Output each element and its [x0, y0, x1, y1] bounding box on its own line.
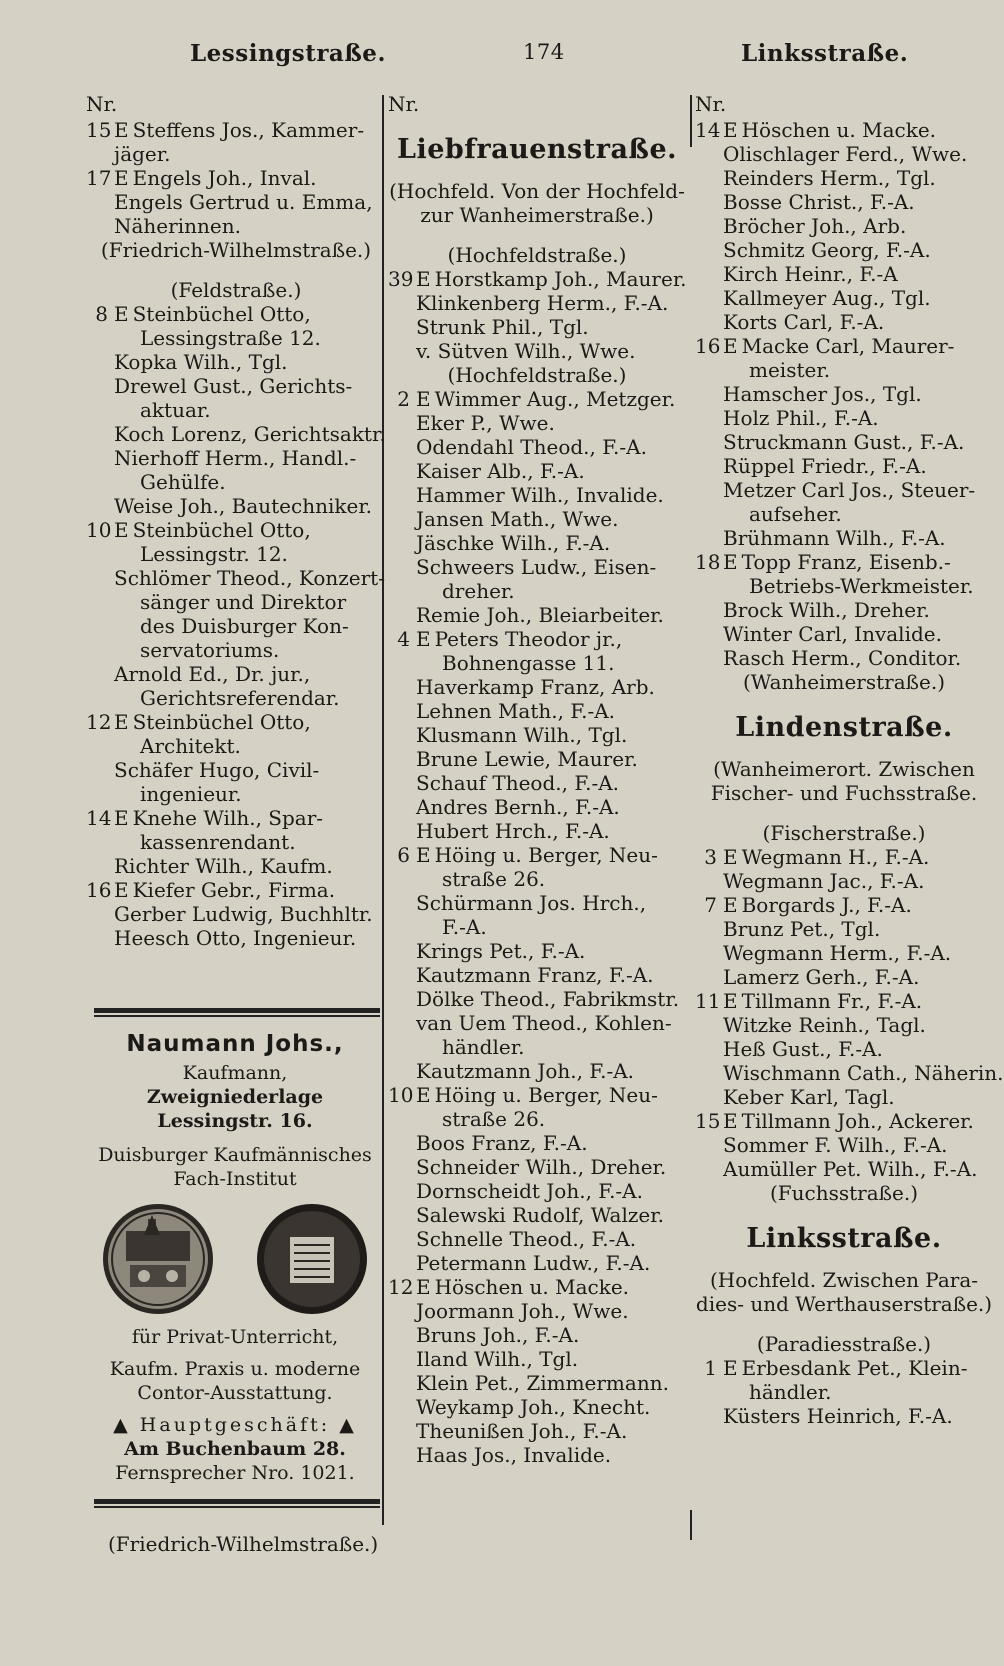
owner-marker: E	[114, 518, 129, 542]
resident-name: Knehe Wilh., Spar-	[132, 806, 324, 830]
owner-marker: E	[723, 989, 738, 1013]
owner-marker: E	[416, 1083, 431, 1107]
resident-name: Horstkamp Joh., Maurer.	[434, 267, 687, 291]
resident-entry: Bröcher Joh., Arb.	[723, 214, 907, 238]
house-entry	[388, 1275, 686, 1299]
resident-entry: Kallmeyer Aug., Tgl.	[723, 286, 931, 310]
resident-name: Wegmann H., F.-A.	[741, 845, 930, 869]
resident-entry: Schlömer Theod., Konzert-	[114, 566, 385, 590]
street-note: (Hochfeld. Von der Hochfeld-	[389, 179, 685, 203]
ad-role: Kaufmann,	[182, 1062, 288, 1084]
house-number: 1	[704, 1356, 717, 1380]
resident-entry: Brune Lewie, Maurer.	[416, 747, 638, 771]
ad-bottom-rule-thin	[94, 1506, 380, 1508]
resident-entry: Andres Bernh., F.-A.	[416, 795, 620, 819]
house-number: 12	[388, 1275, 414, 1299]
house-entry	[695, 1109, 993, 1133]
column-3	[695, 92, 1004, 1428]
resident-entry: Winter Carl, Invalide.	[723, 622, 942, 646]
owner-marker: E	[114, 118, 129, 142]
resident-entry-continuation: Betriebs-Werkmeister.	[749, 574, 974, 598]
owner-marker: E	[416, 267, 431, 291]
house-entry	[86, 166, 386, 190]
house-number: 15	[86, 118, 112, 142]
resident-name: Steffens Jos., Kammer-	[132, 118, 365, 142]
resident-entry: Bosse Christ., F.-A.	[723, 190, 915, 214]
resident-entry: Haverkamp Franz, Arb.	[416, 675, 655, 699]
ad-line-headquarters: ▲ Hauptgeschäft: ▲	[113, 1414, 357, 1436]
house-entry	[388, 1083, 686, 1107]
resident-entry: Korts Carl, F.-A.	[723, 310, 885, 334]
resident-entry: v. Sütven Wilh., Wwe.	[416, 339, 636, 363]
house-number: 17	[86, 166, 112, 190]
house-number: 39	[388, 267, 414, 291]
spacer	[86, 262, 386, 278]
column-header-nr: Nr.	[695, 92, 727, 116]
owner-marker: E	[416, 1275, 431, 1299]
header-right-street: Linksstraße.	[741, 40, 909, 67]
street-note: (Friedrich-Wilhelmstraße.)	[100, 238, 372, 262]
resident-entry: Bruns Joh., F.-A.	[416, 1323, 580, 1347]
resident-name: Tillmann Joh., Ackerer.	[741, 1109, 974, 1133]
resident-name: Steinbüchel Otto,	[132, 518, 311, 542]
owner-marker: E	[114, 710, 129, 734]
ad-institute-line2: Fach-Institut	[173, 1168, 297, 1190]
resident-entry: Petermann Ludw., F.-A.	[416, 1251, 651, 1275]
house-entry	[695, 334, 993, 358]
resident-entry: Brunz Pet., Tgl.	[723, 917, 881, 941]
resident-entry: Schürmann Jos. Hrch.,	[416, 891, 647, 915]
resident-entry: Holz Phil., F.-A.	[723, 406, 879, 430]
resident-entry: Haas Jos., Invalide.	[416, 1443, 612, 1467]
house-number: 16	[695, 334, 721, 358]
street-note: (Hochfeldstraße.)	[447, 243, 627, 267]
column-2	[388, 92, 686, 1467]
resident-entry: Boos Franz, F.-A.	[416, 1131, 588, 1155]
resident-entry: Reinders Herm., Tgl.	[723, 166, 936, 190]
resident-entry: Nierhoff Herm., Handl.-	[114, 446, 357, 470]
resident-name: Steinbüchel Otto,	[132, 302, 311, 326]
resident-name: Erbesdank Pet., Klein-	[741, 1356, 968, 1380]
resident-name: Topp Franz, Eisenb.-	[741, 550, 951, 574]
resident-entry: Dölke Theod., Fabrikmstr.	[416, 987, 680, 1011]
resident-entry: Arnold Ed., Dr. jur.,	[114, 662, 311, 686]
street-note: (Feldstraße.)	[170, 278, 302, 302]
house-number: 12	[86, 710, 112, 734]
resident-entry-continuation: straße 26.	[442, 867, 546, 891]
house-number: 6	[397, 843, 410, 867]
resident-entry: Struckmann Gust., F.-A.	[723, 430, 965, 454]
resident-name: Kiefer Gebr., Firma.	[132, 878, 336, 902]
owner-marker: E	[723, 118, 738, 142]
ad-bottom-rule	[94, 1499, 380, 1504]
resident-entry-continuation: Bohnengasse 11.	[442, 651, 615, 675]
ad-branch: Zweigniederlage Lessingstr. 16.	[146, 1086, 324, 1132]
resident-entry: Kautzmann Joh., F.-A.	[416, 1059, 635, 1083]
owner-marker: E	[114, 166, 129, 190]
medal-city-icon	[100, 1201, 216, 1317]
resident-entry: Wischmann Cath., Näherin.	[723, 1061, 1004, 1085]
owner-marker: E	[723, 334, 738, 358]
house-number: 14	[86, 806, 112, 830]
street-note: zur Wanheimerstraße.)	[420, 203, 654, 227]
house-number: 11	[695, 989, 721, 1013]
house-entry	[388, 267, 686, 291]
resident-name: Höschen u. Macke.	[434, 1275, 630, 1299]
resident-entry: Weise Joh., Bautechniker.	[114, 494, 373, 518]
resident-entry: Kautzmann Franz, F.-A.	[416, 963, 654, 987]
resident-name: Macke Carl, Maurer-	[741, 334, 955, 358]
house-number: 18	[695, 550, 721, 574]
column-1-footer-street: (Friedrich-Wilhelmstraße.)	[108, 1532, 379, 1556]
resident-entry: Schweers Ludw., Eisen-	[416, 555, 657, 579]
spacer	[695, 805, 993, 821]
resident-entry-continuation: straße 26.	[442, 1107, 546, 1131]
resident-entry-continuation: Gerichtsreferendar.	[140, 686, 340, 710]
resident-entry: Schmitz Georg, F.-A.	[723, 238, 931, 262]
resident-entry: Olischlager Ferd., Wwe.	[723, 142, 968, 166]
resident-entry-continuation: Gehülfe.	[140, 470, 226, 494]
resident-name: Wimmer Aug., Metzger.	[434, 387, 676, 411]
street-note: (Wanheimerstraße.)	[742, 670, 946, 694]
resident-entry: Witzke Reinh., Tagl.	[723, 1013, 926, 1037]
resident-entry: Hamscher Jos., Tgl.	[723, 382, 922, 406]
ad-top-rule-thin	[94, 1015, 380, 1017]
spacer	[695, 1316, 993, 1332]
resident-entry-continuation: Lessingstr. 12.	[140, 542, 288, 566]
resident-entry: Rasch Herm., Conditor.	[723, 646, 962, 670]
resident-entry: Joormann Joh., Wwe.	[416, 1299, 629, 1323]
resident-entry: Lamerz Gerh., F.-A.	[723, 965, 920, 989]
owner-marker: E	[416, 387, 431, 411]
resident-entry-continuation: des Duisburger Kon-	[140, 614, 349, 638]
house-number: 8	[95, 302, 108, 326]
resident-entry: Klein Pet., Zimmermann.	[416, 1371, 669, 1395]
column-header-nr: Nr.	[86, 92, 118, 116]
house-entry	[388, 387, 686, 411]
street-note: Fischer- und Fuchsstraße.	[710, 781, 978, 805]
street-title: Linksstraße.	[746, 1223, 942, 1254]
resident-entry: Heß Gust., F.-A.	[723, 1037, 883, 1061]
resident-name: Engels Joh., Inval.	[132, 166, 317, 190]
resident-entry: Rüppel Friedr., F.-A.	[723, 454, 927, 478]
resident-entry-continuation: ingenieur.	[140, 782, 242, 806]
resident-entry: Drewel Gust., Gerichts-	[114, 374, 353, 398]
street-title: Liebfrauenstraße.	[396, 134, 678, 165]
resident-entry-continuation: kassenrendant.	[140, 830, 296, 854]
house-entry	[86, 806, 386, 830]
resident-entry: Küsters Heinrich, F.-A.	[723, 1404, 953, 1428]
resident-entry: Schäfer Hugo, Civil-	[114, 758, 320, 782]
house-entry	[388, 843, 686, 867]
owner-marker: E	[416, 843, 431, 867]
owner-marker: E	[416, 627, 431, 651]
resident-entry: jäger.	[114, 142, 171, 166]
ad-name: Naumann Johs.,	[126, 1031, 344, 1057]
house-entry	[695, 1356, 993, 1380]
resident-entry: Brühmann Wilh., F.-A.	[723, 526, 946, 550]
resident-entry-continuation: aufseher.	[749, 502, 842, 526]
house-number: 14	[695, 118, 721, 142]
resident-entry: Hammer Wilh., Invalide.	[416, 483, 664, 507]
street-note: dies- und Werthauserstraße.)	[695, 1292, 993, 1316]
resident-entry: Odendahl Theod., F.-A.	[416, 435, 647, 459]
column-divider-right-bottom	[690, 1510, 692, 1540]
owner-marker: E	[723, 1356, 738, 1380]
resident-entry-continuation: aktuar.	[140, 398, 211, 422]
resident-entry: Aumüller Pet. Wilh., F.-A.	[723, 1157, 978, 1181]
column-header-nr: Nr.	[388, 92, 420, 116]
resident-name: Höing u. Berger, Neu-	[434, 843, 658, 867]
street-note: (Fischerstraße.)	[762, 821, 926, 845]
resident-entry: Krings Pet., F.-A.	[416, 939, 586, 963]
house-entry	[695, 550, 993, 574]
resident-entry: Klinkenberg Herm., F.-A.	[416, 291, 669, 315]
resident-entry-continuation: servatoriums.	[140, 638, 280, 662]
resident-entry-continuation: meister.	[749, 358, 831, 382]
resident-entry: Theunißen Joh., F.-A.	[416, 1419, 628, 1443]
house-number: 3	[704, 845, 717, 869]
house-number: 10	[388, 1083, 414, 1107]
house-entry	[86, 878, 386, 902]
resident-entry: Schnelle Theod., F.-A.	[416, 1227, 637, 1251]
ad-line-address: Am Buchenbaum 28.	[124, 1438, 346, 1460]
resident-entry: Lehnen Math., F.-A.	[416, 699, 616, 723]
resident-name: Borgards J., F.-A.	[741, 893, 912, 917]
street-note: (Hochfeldstraße.)	[447, 363, 627, 387]
resident-name: Steinbüchel Otto,	[132, 710, 311, 734]
resident-entry: Iland Wilh., Tgl.	[416, 1347, 579, 1371]
ad-institute-line1: Duisburger Kaufmännisches	[98, 1144, 372, 1166]
house-entry	[695, 845, 993, 869]
house-entry	[695, 893, 993, 917]
resident-entry-continuation: F.-A.	[442, 915, 487, 939]
resident-entry: Brock Wilh., Dreher.	[723, 598, 930, 622]
resident-entry-continuation: Lessingstraße 12.	[140, 326, 321, 350]
column-divider-right-top	[690, 95, 692, 147]
street-note: (Paradiesstraße.)	[756, 1332, 932, 1356]
street-note: (Wanheimerort. Zwischen	[713, 757, 975, 781]
house-number: 7	[704, 893, 717, 917]
resident-entry: Koch Lorenz, Gerichtsaktr.	[114, 422, 386, 446]
house-entry	[695, 118, 993, 142]
resident-entry: Strunk Phil., Tgl.	[416, 315, 589, 339]
resident-name: Tillmann Fr., F.-A.	[741, 989, 923, 1013]
house-number: 10	[86, 518, 112, 542]
resident-entry: Metzer Carl Jos., Steuer-	[723, 478, 976, 502]
owner-marker: E	[114, 878, 129, 902]
house-number: 4	[397, 627, 410, 651]
resident-name: Höschen u. Macke.	[741, 118, 937, 142]
resident-entry: Näherinnen.	[114, 214, 241, 238]
resident-entry: Klusmann Wilh., Tgl.	[416, 723, 628, 747]
resident-entry-continuation: händler.	[749, 1380, 832, 1404]
resident-entry: Wegmann Jac., F.-A.	[723, 869, 925, 893]
resident-name: Höing u. Berger, Neu-	[434, 1083, 658, 1107]
resident-entry: van Uem Theod., Kohlen-	[416, 1011, 672, 1035]
header-left-street: Lessingstraße.	[190, 40, 386, 67]
owner-marker: E	[723, 893, 738, 917]
resident-entry: Dornscheidt Joh., F.-A.	[416, 1179, 643, 1203]
advertisement-naumann	[90, 1008, 380, 1508]
owner-marker: E	[114, 806, 129, 830]
street-title: Lindenstraße.	[735, 712, 953, 743]
owner-marker: E	[723, 845, 738, 869]
resident-entry: Gerber Ludwig, Buchhltr.	[114, 902, 373, 926]
resident-entry-continuation: Architekt.	[140, 734, 241, 758]
resident-entry: Sommer F. Wilh., F.-A.	[723, 1133, 948, 1157]
house-entry	[86, 518, 386, 542]
house-entry	[388, 627, 686, 651]
street-note: (Fuchsstraße.)	[769, 1181, 919, 1205]
column-1	[86, 92, 386, 950]
resident-entry: Engels Gertrud u. Emma,	[114, 190, 373, 214]
street-note: (Hochfeld. Zwischen Para-	[709, 1268, 979, 1292]
owner-marker: E	[723, 550, 738, 574]
owner-marker: E	[723, 1109, 738, 1133]
resident-entry: Weykamp Joh., Knecht.	[416, 1395, 651, 1419]
house-number: 16	[86, 878, 112, 902]
resident-entry-continuation: sänger und Direktor	[140, 590, 347, 614]
house-entry	[695, 989, 993, 1013]
resident-entry: Wegmann Herm., F.-A.	[723, 941, 952, 965]
house-number: 15	[695, 1109, 721, 1133]
resident-entry-continuation: händler.	[442, 1035, 525, 1059]
resident-name: Peters Theodor jr.,	[434, 627, 623, 651]
ad-line-private-lessons: für Privat-Unterricht,	[131, 1326, 339, 1348]
resident-entry: Schauf Theod., F.-A.	[416, 771, 619, 795]
spacer	[388, 227, 686, 243]
resident-entry: Hubert Hrch., F.-A.	[416, 819, 610, 843]
house-number: 2	[397, 387, 410, 411]
owner-marker: E	[114, 302, 129, 326]
resident-entry: Keber Karl, Tagl.	[723, 1085, 895, 1109]
ad-line-office: Contor-Ausstattung.	[137, 1382, 333, 1404]
resident-entry: Heesch Otto, Ingenieur.	[114, 926, 357, 950]
page-header	[0, 40, 1004, 80]
medal-exhibition-icon	[254, 1201, 370, 1317]
resident-entry: Kaiser Alb., F.-A.	[416, 459, 585, 483]
ad-medals	[90, 1191, 380, 1325]
resident-entry: Kopka Wilh., Tgl.	[114, 350, 288, 374]
resident-entry: Salewski Rudolf, Walzer.	[416, 1203, 664, 1227]
resident-entry: Jansen Math., Wwe.	[416, 507, 619, 531]
ad-top-rule	[94, 1008, 380, 1013]
resident-entry: Eker P., Wwe.	[416, 411, 555, 435]
resident-entry: Remie Joh., Bleiarbeiter.	[416, 603, 664, 627]
ad-line-phone: Fernsprecher Nro. 1021.	[115, 1462, 355, 1484]
house-entry	[86, 118, 386, 142]
house-entry	[86, 710, 386, 734]
page-number: 174	[523, 40, 565, 64]
house-entry	[86, 302, 386, 326]
resident-entry: Kirch Heinr., F.-A	[723, 262, 898, 286]
resident-entry: Richter Wilh., Kaufm.	[114, 854, 333, 878]
ad-line-practice: Kaufm. Praxis u. moderne	[109, 1358, 361, 1380]
resident-entry: Jäschke Wilh., F.-A.	[416, 531, 611, 555]
resident-entry-continuation: dreher.	[442, 579, 515, 603]
resident-entry: Schneider Wilh., Dreher.	[416, 1155, 667, 1179]
